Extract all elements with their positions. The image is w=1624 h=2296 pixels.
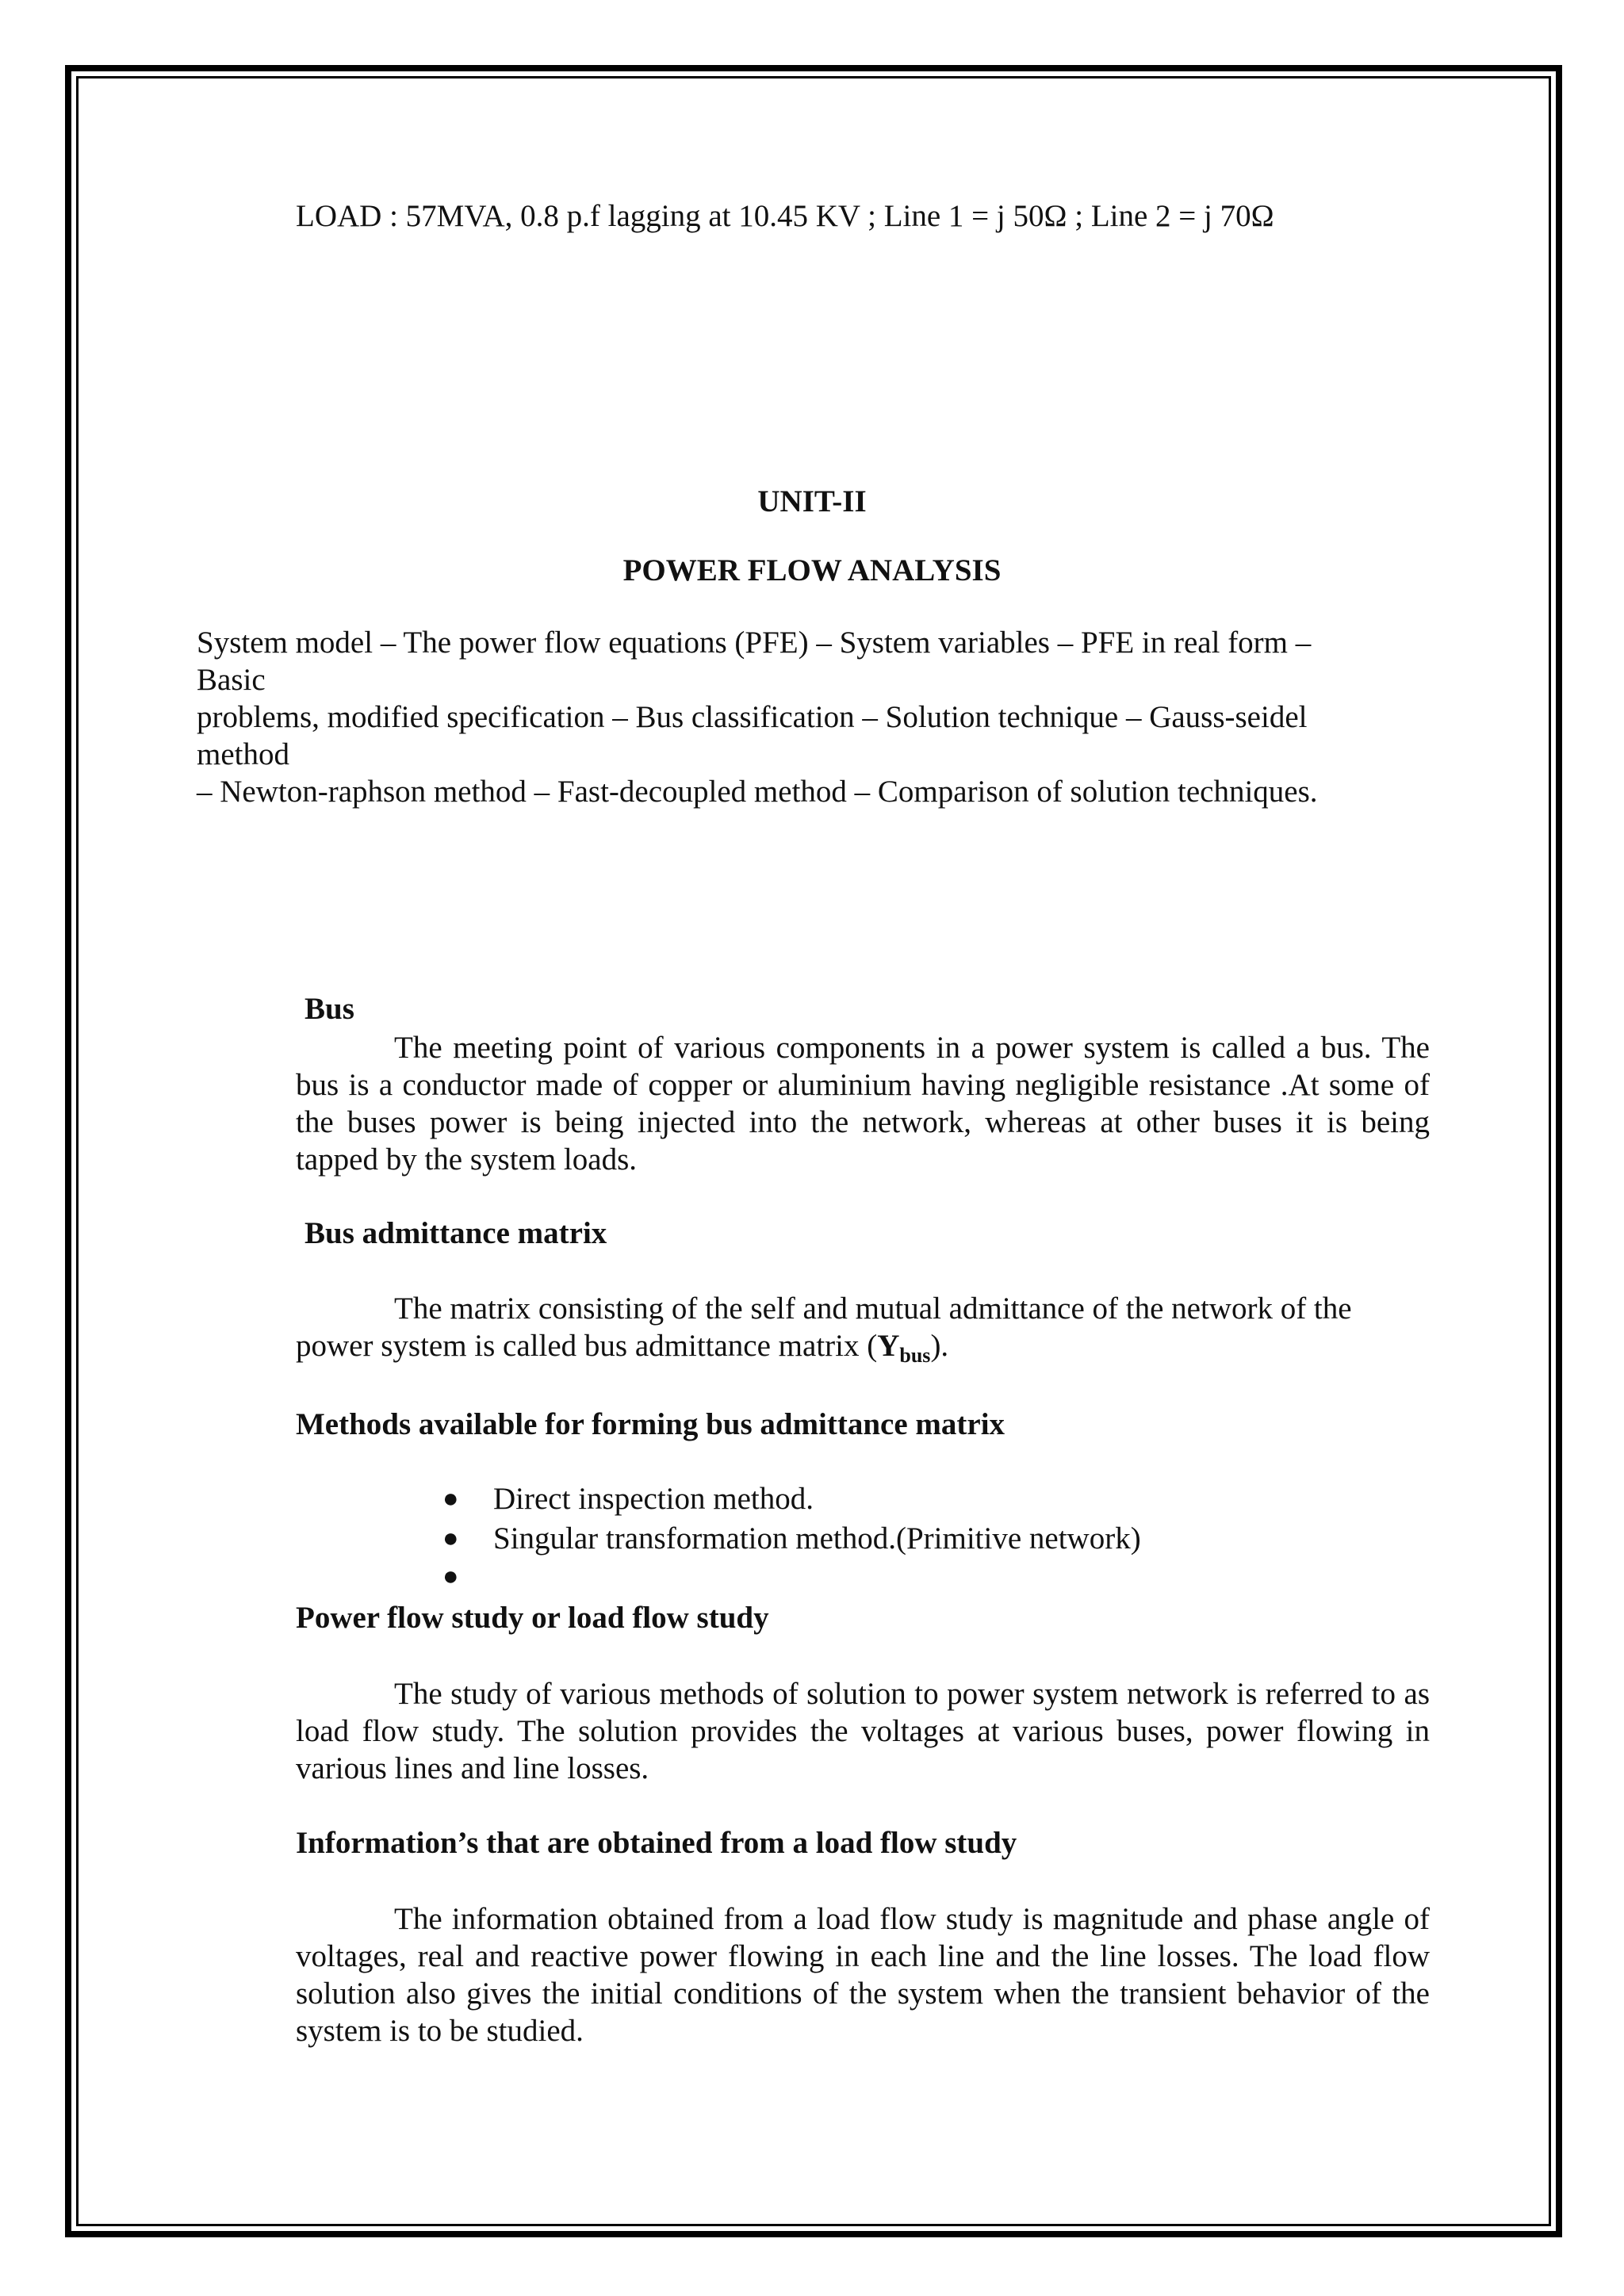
syllabus-line: Basic xyxy=(197,663,266,697)
bullet-icon: ● xyxy=(442,1562,459,1591)
bullet-icon: ● xyxy=(442,1484,459,1513)
bullet-icon: ● xyxy=(442,1524,459,1553)
ybus-letter: Y xyxy=(877,1329,900,1363)
bus-admittance-text-end: ). xyxy=(930,1329,949,1363)
syllabus-line: – Newton-raphson method – Fast-decoupled method – Comparison of solution techniques. xyxy=(197,775,1318,809)
syllabus-line: System model – The power flow equations (PFE) – System variables – PFE in real form – xyxy=(197,626,1312,660)
section-heading-power-flow: Power flow study or load flow study xyxy=(296,1601,769,1635)
bus-admittance-paragraph xyxy=(296,1290,1430,1367)
syllabus-line: problems, modified specification – Bus classification – Solution technique – Gauss-seidel xyxy=(197,700,1308,734)
bus-paragraph xyxy=(296,1029,1430,1178)
section-heading-information: Information’s that are obtained from a load flow study xyxy=(296,1826,1017,1860)
bus-text: The meeting point of various components in a power system is called a bus. The bus is a conductor made of copper or aluminium having negligible resistance .At some of the buses power is being injected into the network, whereas at other buses it is being tapped by the system loads. xyxy=(296,1031,1430,1177)
ybus-subscript: bus xyxy=(899,1344,931,1367)
syllabus-line: method xyxy=(197,737,289,771)
information-text: The information obtained from a load flow study is magnitude and phase angle of voltages, real and reactive power flowing in each line and the line losses. The load flow solution also gives the initial conditions of the system when the transient behavior of the system is to be studied. xyxy=(296,1902,1430,2048)
power-flow-text: The study of various methods of solution to power system network is referred to as load flow study. The solution provides the voltages at various buses, power flowing in various lines and line losses. xyxy=(296,1677,1430,1785)
section-heading-methods: Methods available for forming bus admittance matrix xyxy=(296,1407,1005,1441)
ybus-symbol xyxy=(877,1329,931,1367)
list-item-label: Singular transformation method.(Primitive network) xyxy=(493,1521,1141,1556)
information-paragraph xyxy=(296,1900,1430,2049)
section-heading-bus-admittance: Bus admittance matrix xyxy=(304,1216,607,1250)
unit-subtitle: POWER FLOW ANALYSIS xyxy=(622,553,1002,587)
power-flow-paragraph xyxy=(296,1675,1430,1787)
load-specification: LOAD : 57MVA, 0.8 p.f lagging at 10.45 KV ; Line 1 = j 50Ω ; Line 2 = j 70Ω xyxy=(296,199,1274,233)
section-heading-bus: Bus xyxy=(304,992,354,1026)
list-item-label: Direct inspection method. xyxy=(493,1482,814,1516)
unit-title: UNIT-II xyxy=(757,484,867,519)
bus-admittance-text: The matrix consisting of the self and mutual admittance of the network of the power system is called bus admittance matrix ( xyxy=(296,1292,1352,1363)
